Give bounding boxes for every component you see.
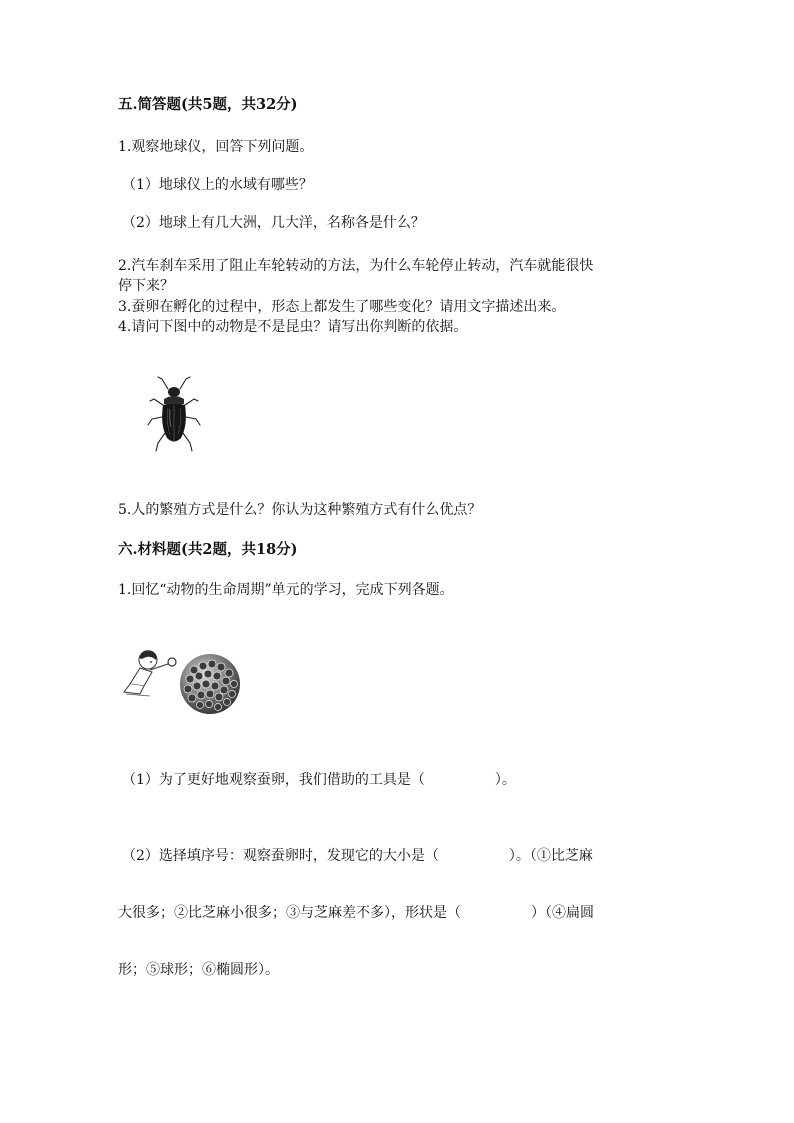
q5-1-sub2: （2）地球上有几大洲，几大洋，名称各是什么？ <box>122 215 425 231</box>
beetle-image <box>146 375 202 455</box>
q6-1-sub2-line1: （2）选择填序号：观察蚕卵时，发现它的大小是（ ）。（①比芝麻 <box>122 848 593 864</box>
q6-1-sub1: （1）为了更好地观察蚕卵，我们借助的工具是（ ）。 <box>122 772 516 788</box>
q5-2-line2: 停下来？ <box>118 278 174 294</box>
q5-5: 5.人的繁殖方式是什么？你认为这种繁殖方式有什么优点？ <box>118 502 482 518</box>
q6-1-sub2-line3: 形；⑤球形；⑥椭圆形）。 <box>118 962 279 978</box>
section-5-heading: 五.简答题(共5题，共32分) <box>118 96 298 113</box>
section-6-heading: 六.材料题(共2题，共18分) <box>118 541 298 558</box>
q6-1-sub2-line2: 大很多；②比芝麻小很多；③与芝麻差不多），形状是（ ）（④扁圆 <box>118 905 594 921</box>
q5-1-sub1: （1）地球仪上的水域有哪些？ <box>122 177 313 193</box>
q6-1-stem: 1.回忆“动物的生命周期”单元的学习，完成下列各题。 <box>118 582 454 598</box>
q5-3: 3.蚕卵在孵化的过程中，形态上都发生了哪些变化？请用文字描述出来。 <box>118 299 566 315</box>
silkworm-observation-image <box>122 646 248 720</box>
q5-1-stem: 1.观察地球仪，回答下列问题。 <box>118 139 314 155</box>
q5-4: 4.请问下图中的动物是不是昆虫？请写出你判断的依据。 <box>118 319 468 335</box>
q5-2-line1: 2.汽车刹车采用了阻止车轮转动的方法，为什么车轮停止转动，汽车就能很快 <box>118 258 594 274</box>
